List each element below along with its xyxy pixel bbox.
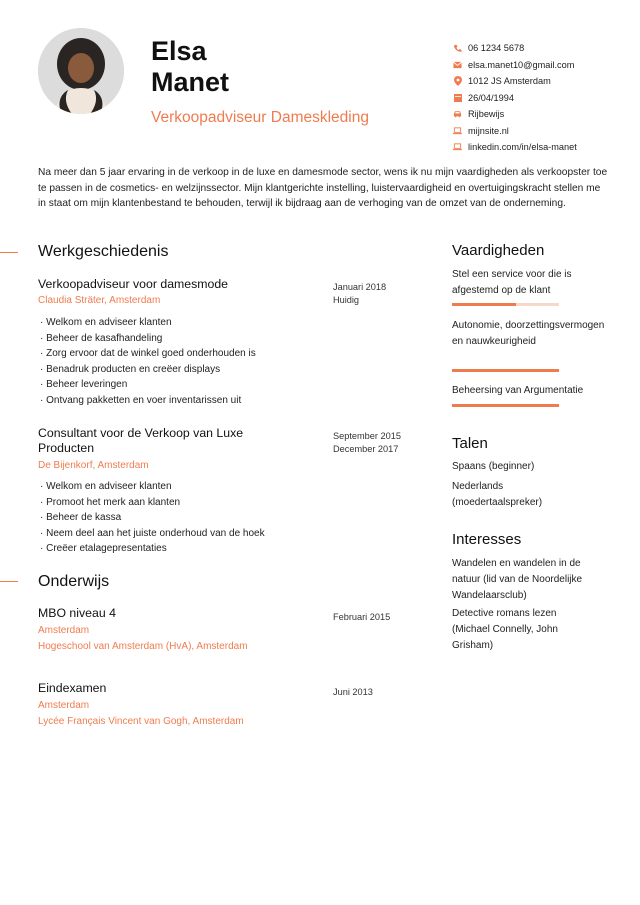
job-entry-tasks: [40, 479, 340, 557]
phone-icon: [453, 44, 462, 53]
contact-address: 1012 JS Amsterdam: [453, 73, 633, 90]
email-icon: [453, 60, 462, 69]
skill-level-bar: [452, 303, 559, 306]
language-item: Nederlands (moedertaalspreker): [452, 481, 543, 508]
linkedin-icon: [453, 143, 462, 152]
contact-license: Rijbewijs: [453, 106, 633, 123]
language-item: Spaans (beginner): [452, 461, 535, 472]
list-item: · Zorg ervoor dat de winkel goed onderhouden is: [40, 346, 340, 362]
skill-item-label: Beheersing van Argumentatie: [452, 385, 584, 396]
skill-level-bar: [452, 404, 559, 407]
interests-heading: Interesses: [452, 531, 522, 548]
list-item: · Welkom en adviseer klanten: [40, 479, 340, 495]
job-entry: [38, 277, 288, 306]
job-entry: [38, 426, 288, 471]
contact-phone: 06 1234 5678: [453, 40, 633, 57]
list-item: · Ontvang pakketten en voer inventarissen uit: [40, 393, 340, 409]
list-item: · Neem deel aan het juiste onderhoud van de hoek: [40, 526, 340, 542]
job-entry-dates: Januari 2018 Huidig: [333, 282, 387, 305]
car-icon: [453, 110, 462, 119]
contact-list: [453, 40, 633, 156]
education-heading: Onderwijs: [38, 573, 110, 590]
skill-level-fill: [452, 404, 559, 407]
job-entry-title: Verkoopadviseur voor damesmode: [38, 277, 229, 291]
languages-heading: Talen: [452, 435, 488, 452]
education-entry-school: Lycée Français Vincent van Gogh, Amsterdam: [38, 716, 244, 727]
work-heading: Werkgeschiedenis: [38, 243, 169, 260]
first-name: Elsa: [151, 36, 207, 66]
job-entry-company: Claudia Sträter, Amsterdam: [38, 295, 161, 306]
avatar: [38, 28, 124, 114]
skill-level-bar: [452, 369, 559, 372]
last-name: Manet: [151, 67, 230, 97]
job-entry-dates: September 2015 December 2017: [333, 431, 401, 454]
list-item: · Beheer de kasafhandeling: [40, 331, 340, 347]
education-entry-date: Juni 2013: [333, 687, 373, 697]
education-entry-title: Eindexamen: [38, 681, 107, 695]
list-item: · Promoot het merk aan klanten: [40, 495, 340, 511]
job-entry-company: De Bijenkorf, Amsterdam: [38, 460, 149, 471]
profile-summary: Na meer dan 5 jaar ervaring in de verkoop in de luxe en damesmode sector, wens ik nu mijn vaardigheden als verkoopster toe te passen in de cosmetics- en welzijnssector. Mijn klantgerichte instelling, luistervaardigheid en overtuigingskracht stellen me in staat om mijn klantenbestand te behouden, terwijl ik bijdraag aan de verhoging van de omzet van de onderneming.: [38, 167, 608, 209]
contact-birthdate: 26/04/1994: [453, 90, 633, 107]
education-entry: [38, 606, 318, 652]
section-divider: [0, 581, 18, 582]
education-entry-date: Februari 2015: [333, 612, 391, 622]
job-entry-title: Consultant voor de Verkoop van Luxe Producten: [38, 426, 244, 455]
contact-linkedin[interactable]: linkedin.com/in/elsa-manet: [453, 139, 633, 156]
education-entry-place: Amsterdam: [38, 700, 90, 711]
location-icon: [453, 77, 462, 86]
education-entry-title: MBO niveau 4: [38, 606, 116, 620]
skills-heading: Vaardigheden: [452, 242, 545, 259]
skill-level-fill: [452, 303, 516, 306]
skill-level-fill: [452, 369, 559, 372]
contact-website[interactable]: mijnsite.nl: [453, 123, 633, 140]
interest-item: Wandelen en wandelen in de natuur (lid van de Noordelijke Wandelaarsclub): [452, 558, 583, 601]
education-entry: [38, 681, 318, 727]
job-entry-tasks: [40, 315, 340, 409]
contact-email[interactable]: elsa.manet10@gmail.com: [453, 57, 633, 74]
list-item: · Creëer etalagepresentaties: [40, 541, 340, 557]
laptop-icon: [453, 126, 462, 135]
education-entry-place: Amsterdam: [38, 625, 90, 636]
list-item: · Beheer de kassa: [40, 510, 340, 526]
list-item: · Benadruk producten en creëer displays: [40, 362, 340, 378]
list-item: · Beheer leveringen: [40, 377, 340, 393]
skill-item-label: Autonomie, doorzettingsvermogen en nauwkeurigheid: [452, 320, 605, 347]
list-item: · Welkom en adviseer klanten: [40, 315, 340, 331]
education-entry-school: Hogeschool van Amsterdam (HvA), Amsterdam: [38, 641, 248, 652]
interest-item: Detective romans lezen (Michael Connelly, John Grisham): [452, 608, 558, 651]
job-title: Verkoopadviseur Dameskleding: [151, 109, 369, 126]
calendar-icon: [453, 93, 462, 102]
profile-photo: [38, 28, 124, 114]
person-name: [151, 36, 229, 98]
section-divider: [0, 252, 18, 253]
skill-item-label: Stel een service voor die is afgestemd op de klant: [452, 269, 572, 296]
